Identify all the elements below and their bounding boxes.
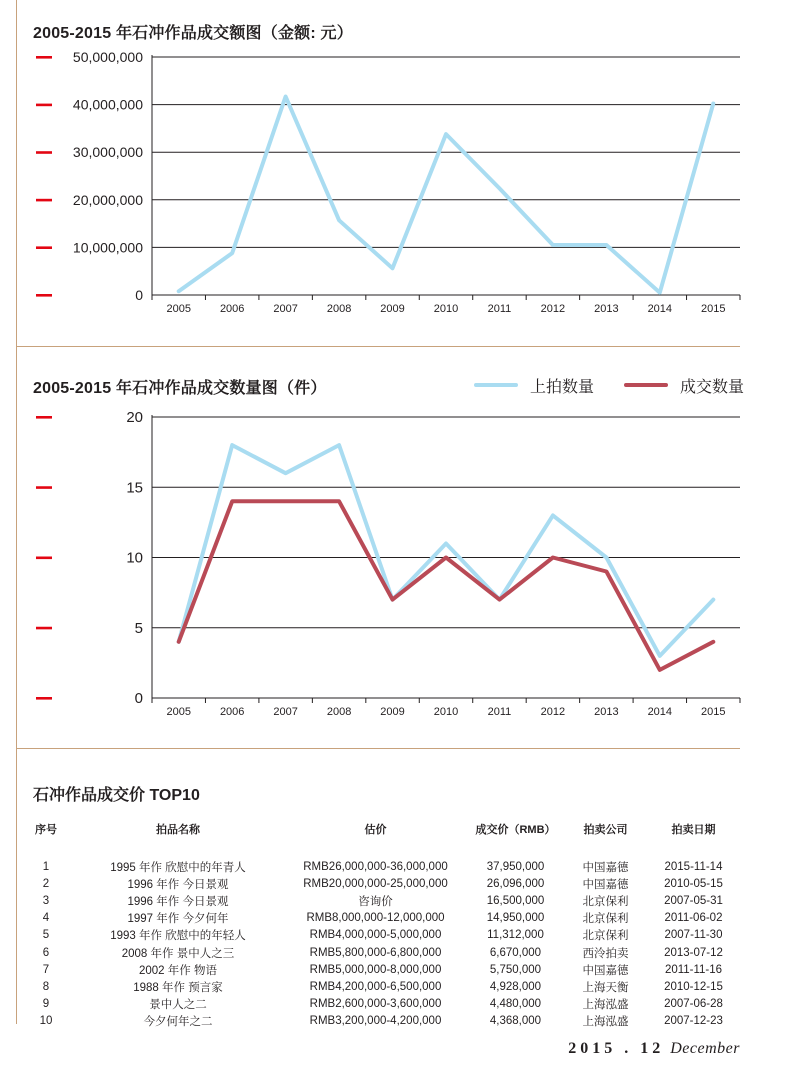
- data-point: [712, 598, 715, 601]
- cell-estimate: RMB4,200,000-6,500,000: [309, 980, 442, 993]
- cell-house: 中国嘉德: [582, 861, 629, 874]
- data-point: [338, 444, 341, 447]
- y-tick-label: 5: [134, 619, 143, 637]
- x-tick-label: 2005: [166, 706, 191, 718]
- issue-month: December: [670, 1040, 740, 1057]
- cell-house: 北京保利: [582, 930, 629, 943]
- header-house: 拍卖公司: [583, 824, 628, 836]
- cell-name: 1988 年作 预言家: [133, 981, 223, 994]
- cell-house: 中国嘉德: [582, 964, 629, 977]
- x-tick-label: 2012: [540, 303, 566, 315]
- x-tick-label: 2005: [166, 303, 191, 315]
- data-point: [712, 640, 715, 643]
- cell-rank: 4: [42, 912, 50, 925]
- table-row: [24, 875, 744, 892]
- y-tick-label: 20: [126, 409, 143, 426]
- x-tick-label: 2007: [273, 303, 298, 315]
- cell-house: 上海泓盛: [582, 999, 629, 1012]
- cell-rank: 7: [42, 963, 50, 976]
- legend-label-series1: 上拍数量: [530, 378, 595, 396]
- x-tick-label: 2014: [647, 303, 673, 315]
- cell-price: 11,312,000: [487, 929, 544, 942]
- cell-house: 中国嘉德: [582, 878, 629, 891]
- top10-title: 石冲作品成交价 TOP10: [33, 787, 200, 804]
- cell-estimate: RMB4,000,000-5,000,000: [309, 929, 442, 942]
- table-row: [24, 892, 744, 909]
- cell-rank: 3: [42, 894, 50, 907]
- cell-house: 上海天衡: [582, 981, 629, 994]
- x-tick-label: 2015: [701, 303, 726, 315]
- y-tick-marker: [36, 627, 52, 630]
- cell-estimate: 咨询价: [358, 895, 393, 908]
- data-point: [658, 654, 661, 657]
- data-point: [177, 640, 180, 643]
- cell-date: 2010-05-15: [664, 877, 723, 890]
- header-rank: 序号: [35, 824, 57, 836]
- cell-name: 2008 年作 景中人之三: [121, 947, 235, 960]
- table-row: [24, 927, 744, 944]
- cell-price: 16,500,000: [486, 894, 545, 907]
- data-point: [551, 556, 554, 559]
- cell-rank: 1: [42, 860, 50, 873]
- x-tick-label: 2008: [326, 303, 352, 315]
- cell-name: 1993 年作 欣慰中的年轻人: [110, 930, 246, 943]
- data-point: [284, 500, 287, 503]
- cell-date: 2011-11-16: [664, 963, 723, 976]
- table-row: [24, 996, 744, 1013]
- cell-price: 4,928,000: [489, 980, 542, 993]
- data-point: [445, 556, 448, 559]
- data-point: [338, 500, 341, 503]
- cell-estimate: RMB5,800,000-6,800,000: [309, 946, 442, 959]
- x-tick-label: 2010: [433, 706, 459, 718]
- x-tick-label: 2015: [701, 706, 726, 718]
- x-tick-label: 2006: [219, 303, 245, 315]
- cell-date: 2007-05-31: [664, 894, 723, 907]
- y-tick-label: 30,000,000: [72, 144, 143, 161]
- cell-price: 14,950,000: [486, 912, 545, 925]
- top10-table-body: [24, 838, 744, 1030]
- y-tick-label: 50,000,000: [72, 49, 143, 65]
- x-tick-label: 2013: [594, 706, 619, 718]
- y-tick-label: 0: [135, 287, 143, 303]
- cell-rank: 9: [42, 998, 50, 1011]
- cell-rank: 10: [39, 1015, 53, 1028]
- data-point: [231, 444, 234, 447]
- cell-rank: 6: [42, 946, 50, 959]
- y-tick-label: 40,000,000: [72, 96, 143, 113]
- cell-estimate: RMB2,600,000-3,600,000: [309, 998, 442, 1011]
- data-point: [231, 500, 234, 503]
- cell-estimate: RMB8,000,000-12,000,000: [306, 912, 445, 925]
- cell-date: 2011-06-02: [664, 912, 723, 925]
- x-tick-label: 2008: [326, 706, 352, 718]
- cell-estimate: RMB3,200,000-4,200,000: [309, 1015, 442, 1028]
- header-estimate: 估价: [364, 824, 387, 836]
- series-line-2: [179, 501, 714, 670]
- data-point: [551, 514, 554, 517]
- cell-name: 2002 年作 物语: [139, 964, 217, 977]
- table-row: [24, 978, 744, 995]
- y-tick-marker: [36, 416, 52, 419]
- data-point: [445, 542, 448, 545]
- table-row: [24, 858, 744, 875]
- table-row: [24, 944, 744, 961]
- cell-date: 2007-12-23: [664, 1015, 723, 1028]
- x-tick-label: 2011: [487, 303, 512, 315]
- x-tick-label: 2012: [540, 706, 566, 718]
- cell-house: 西泠拍卖: [582, 947, 629, 960]
- y-tick-marker: [36, 697, 52, 700]
- x-tick-label: 2014: [647, 706, 673, 718]
- cell-date: 2007-06-28: [664, 998, 723, 1011]
- data-point: [284, 472, 287, 475]
- x-tick-label: 2009: [380, 303, 405, 315]
- cell-name: 1995 年作 欣慰中的年青人: [110, 861, 246, 874]
- x-tick-label: 2013: [594, 303, 619, 315]
- cell-date: 2015-11-14: [664, 860, 723, 873]
- cell-estimate: RMB5,000,000-8,000,000: [309, 963, 442, 976]
- cell-price: 26,096,000: [486, 877, 545, 890]
- x-tick-label: 2007: [273, 706, 298, 718]
- issue-number: 2015 . 12: [568, 1040, 665, 1057]
- cell-house: 上海泓盛: [582, 1016, 629, 1029]
- y-tick-marker: [36, 557, 52, 560]
- legend-label-series2: 成交数量: [680, 378, 745, 396]
- cell-name: 1997 年作 今夕何年: [127, 913, 229, 926]
- cell-house: 北京保利: [582, 895, 629, 908]
- cell-price: 37,950,000: [486, 860, 545, 873]
- cell-name: 1996 年作 今日景观: [127, 895, 229, 908]
- amount-chart-title: 2005-2015 年石冲作品成交额图（金额: 元）: [33, 25, 353, 42]
- x-tick-label: 2011: [487, 706, 512, 718]
- header-price: 成交价（RMB）: [475, 824, 556, 836]
- y-tick-label: 10: [126, 549, 143, 567]
- cell-estimate: RMB20,000,000-25,000,000: [303, 877, 448, 890]
- table-row: [24, 1013, 744, 1030]
- cell-rank: 2: [42, 877, 50, 890]
- table-header-row: [24, 820, 744, 838]
- x-tick-label: 2006: [219, 706, 245, 718]
- cell-name: 1996 年作 今日景观: [127, 878, 229, 891]
- cell-rank: 5: [42, 929, 50, 942]
- cell-name: 今夕何年之二: [143, 1016, 213, 1029]
- issue-footer: [568, 1040, 740, 1058]
- y-tick-label: 10,000,000: [72, 239, 143, 256]
- x-tick-label: 2010: [433, 303, 459, 315]
- y-tick-marker: [36, 486, 52, 489]
- cell-date: 2013-07-12: [664, 946, 723, 959]
- count-chart-title: 2005-2015 年石冲作品成交数量图（件）: [33, 380, 327, 397]
- top10-table: [24, 820, 744, 1030]
- data-point: [658, 668, 661, 671]
- header-name: 拍品名称: [156, 824, 200, 836]
- cell-price: 6,670,000: [489, 946, 542, 959]
- data-point: [605, 570, 608, 573]
- section-divider-2: [16, 748, 740, 749]
- cell-price: 4,480,000: [489, 998, 542, 1011]
- cell-house: 北京保利: [582, 913, 629, 926]
- y-tick-label: 15: [126, 479, 143, 497]
- y-tick-label: 20,000,000: [72, 191, 143, 208]
- cell-name: 景中人之二: [149, 999, 207, 1012]
- cell-price: 5,750,000: [489, 963, 542, 976]
- header-date: 拍卖日期: [671, 824, 716, 836]
- cell-date: 2007-11-30: [664, 929, 723, 942]
- data-point: [391, 598, 394, 601]
- table-row: [24, 961, 744, 978]
- cell-rank: 8: [42, 980, 50, 993]
- data-point: [605, 556, 608, 559]
- cell-estimate: RMB26,000,000-36,000,000: [303, 860, 448, 873]
- cell-date: 2010-12-15: [664, 980, 723, 993]
- x-tick-label: 2009: [380, 706, 405, 718]
- data-point: [498, 598, 501, 601]
- y-tick-label: 0: [134, 690, 143, 707]
- table-row: [24, 910, 744, 927]
- cell-price: 4,368,000: [489, 1015, 542, 1028]
